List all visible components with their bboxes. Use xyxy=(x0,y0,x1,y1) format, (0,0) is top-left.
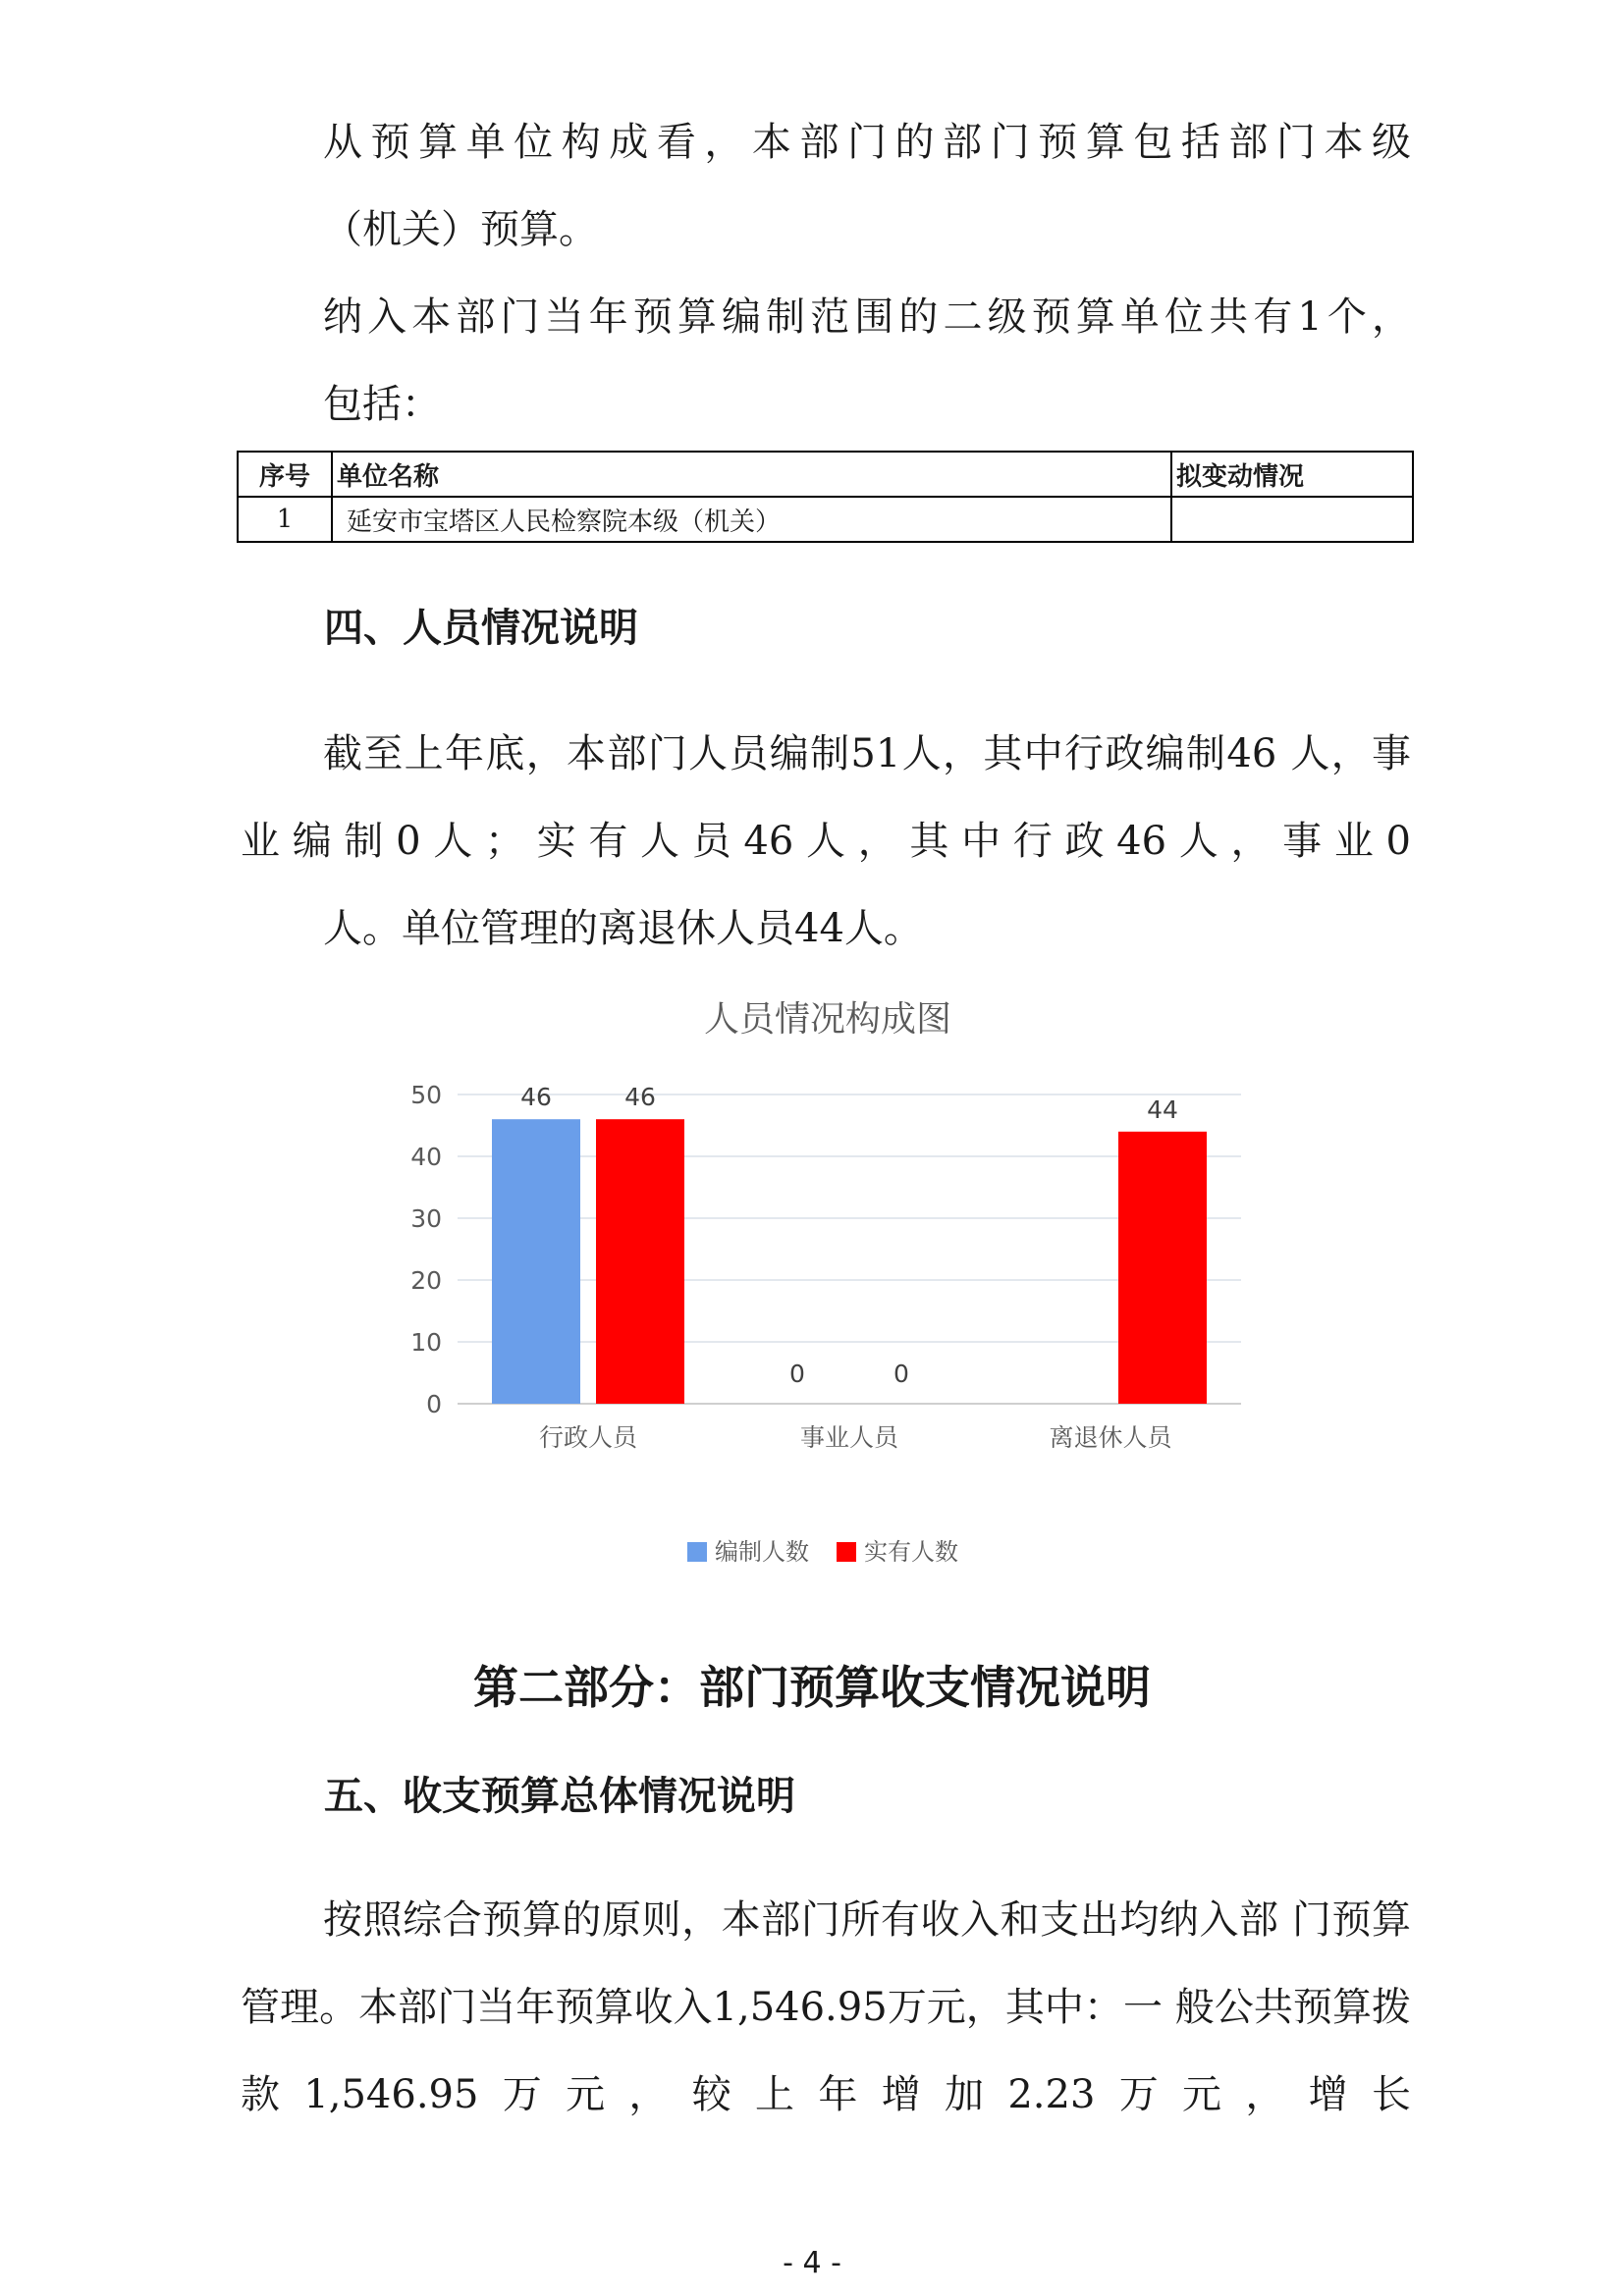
y-tick-label-10: 10 xyxy=(410,1328,442,1357)
section-5-line-2: 门预算管理。本部门当年预算收入1,546.95万元，其中：一 xyxy=(241,1897,1412,2030)
table-header-index: 序号 xyxy=(238,452,332,497)
section-5-paragraph xyxy=(241,1877,1411,2139)
y-tick-label-50: 50 xyxy=(410,1081,442,1109)
section-4-line-1: 截至上年底，本部门人员编制51人，其中行政编制46 xyxy=(323,731,1277,776)
legend-label-1: 实有人数 xyxy=(864,1538,958,1566)
legend-swatch-0 xyxy=(687,1542,707,1562)
bar-1-2 xyxy=(1118,1132,1207,1404)
y-tick-label-30: 30 xyxy=(410,1204,442,1233)
section-5-line-3: 般公共预算拨款1,546.95万元，较上年增加2.23万元，增长 xyxy=(241,1985,1412,2117)
x-tick-label-0: 行政人员 xyxy=(538,1423,638,1452)
table-header-change: 拟变动情况 xyxy=(1171,452,1413,497)
intro-paragraph-2-line-1: 纳入本部门当年预算编制范围的二级预算单位共有1个， xyxy=(323,294,1411,340)
data-label-1-1: 0 xyxy=(893,1360,909,1388)
y-tick-label-40: 40 xyxy=(410,1143,442,1171)
chart-title: 人员情况构成图 xyxy=(703,999,952,1040)
intro-paragraph-1-line-1: 从预算单位构成看，本部门的部门预算包括部门本级 xyxy=(323,120,1411,165)
bar-0-0 xyxy=(492,1119,580,1404)
table-cell-unit-name: 延安市宝塔区人民检察院本级（机关） xyxy=(332,497,1171,542)
data-label-1-0: 46 xyxy=(624,1083,656,1112)
data-label-1-2: 44 xyxy=(1147,1095,1178,1124)
y-tick-label-20: 20 xyxy=(410,1266,442,1295)
x-tick-label-1: 事业人员 xyxy=(799,1423,899,1452)
table-header-unit-name: 单位名称 xyxy=(332,452,1171,497)
section-4-line-2: 人，事业编制0人；实有人员46人，其中行政46人，事业0 xyxy=(241,731,1412,864)
intro-paragraph-2-line-2: 包括： xyxy=(323,382,441,427)
section-4-heading: 四、人员情况说明 xyxy=(324,606,638,651)
y-tick-label-0: 0 xyxy=(426,1390,442,1418)
data-label-0-1: 0 xyxy=(789,1360,805,1388)
legend-label-0: 编制人数 xyxy=(715,1538,809,1566)
data-label-0-0: 46 xyxy=(520,1083,552,1112)
table-cell-index: 1 xyxy=(238,497,332,542)
section-5-line-1: 按照综合预算的原则，本部门所有收入和支出均纳入部 xyxy=(323,1897,1279,1943)
section-4-line-3: 人。单位管理的离退休人员44人。 xyxy=(323,906,923,951)
intro-paragraph-1-line-2: （机关）预算。 xyxy=(323,207,598,252)
part-2-title: 第二部分：部门预算收支情况说明 xyxy=(473,1661,1151,1714)
bar-1-0 xyxy=(596,1119,684,1404)
section-5-heading: 五、收支预算总体情况说明 xyxy=(324,1774,795,1819)
legend-swatch-1 xyxy=(837,1542,856,1562)
x-tick-label-2: 离退休人员 xyxy=(1049,1423,1172,1452)
page-number: - 4 - xyxy=(783,2246,841,2280)
